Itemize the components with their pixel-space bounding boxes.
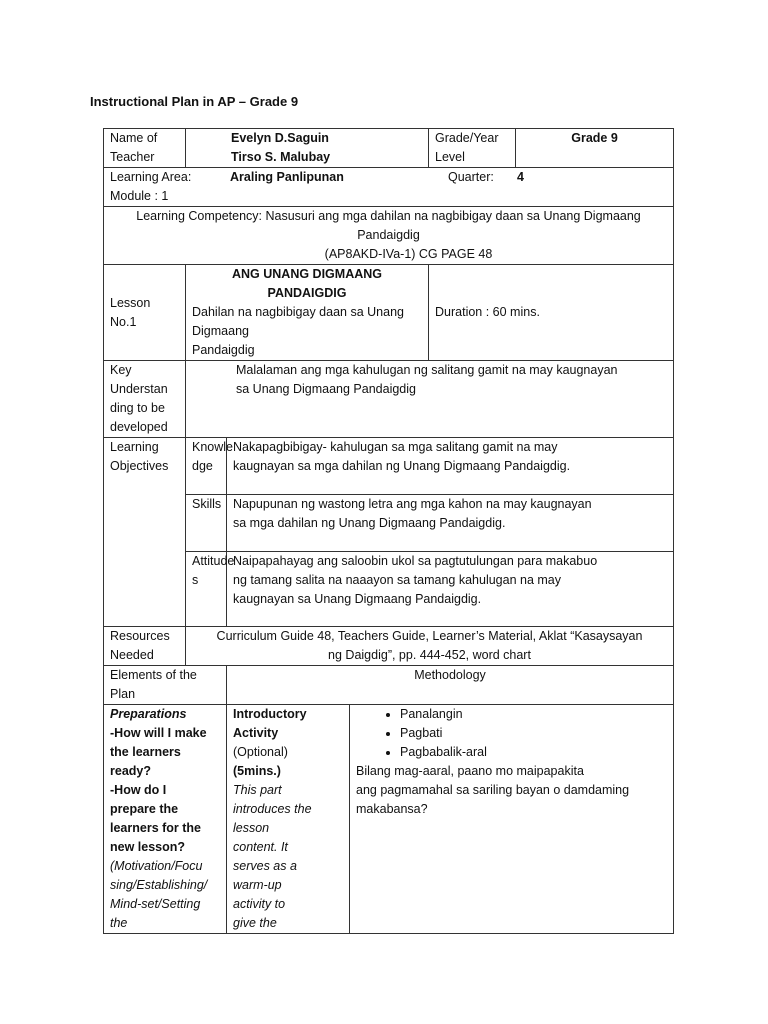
learning-objectives-label: Learning Objectives bbox=[104, 438, 186, 627]
learning-competency bbox=[104, 207, 674, 265]
elements-of-plan-label: Elements of the Plan bbox=[104, 666, 227, 705]
intro-activity-optional: (Optional) bbox=[233, 745, 288, 759]
lesson-label: Lesson No.1 bbox=[104, 265, 186, 361]
preparations-note: (Motivation/Focu sing/Establishing/ Mind-set/Setting the bbox=[110, 859, 208, 930]
teacher-names: Evelyn D.Saguin Tirso S. Malubay bbox=[186, 129, 429, 168]
competency-code: (AP8AKD-IVa-1) CG PAGE 48 bbox=[324, 247, 493, 261]
resources-label: Resources Needed bbox=[104, 627, 186, 666]
quarter-label: Quarter: bbox=[448, 170, 494, 184]
introductory-activity-cell bbox=[227, 705, 350, 934]
methodology-label: Methodology bbox=[227, 666, 674, 705]
lesson-title-cell bbox=[186, 265, 429, 361]
preparations-cell bbox=[104, 705, 227, 934]
preparations-questions: -How will I make the learners ready? -How do I prepare the learners for the new lesson? bbox=[110, 726, 207, 854]
quarter-value: 4 bbox=[517, 170, 524, 184]
teacher-name-label: Name of Teacher bbox=[104, 129, 186, 168]
objective-text: Naipapahayag ang saloobin ukol sa pagtutulungan para makabuo ng tamang salita na naaayon sa tamang kahulugan na may kaugnayan sa Unang Digmaang Pandaigdig. bbox=[227, 552, 674, 627]
instructional-plan-table bbox=[103, 128, 674, 934]
learning-area-value: Araling Panlipunan bbox=[230, 170, 344, 184]
list-item: • Pagbabalik-aral bbox=[400, 743, 667, 762]
competency-text: Learning Competency: Nasusuri ang mga dahilan na nagbibigay daan sa Unang Digmaang Pandaigdig bbox=[136, 209, 641, 242]
preparations-title: Preparations bbox=[110, 707, 187, 721]
objective-domain: Attitude s bbox=[186, 552, 227, 627]
learning-area-row bbox=[104, 168, 674, 207]
grade-level-label: Grade/Year Level bbox=[429, 129, 516, 168]
lesson-title: Dahilan na nagbibigay daan sa Unang Digmaang Pandaigdig bbox=[192, 305, 404, 357]
list-item: • Pagbati bbox=[400, 724, 667, 743]
grade-level-value: Grade 9 bbox=[516, 129, 674, 168]
page-title: Instructional Plan in AP – Grade 9 bbox=[90, 94, 299, 109]
lesson-duration: Duration : 60 mins. bbox=[429, 265, 674, 361]
key-understanding-text: Malalaman ang mga kahulugan ng salitang gamit na may kaugnayan sa Unang Digmaang Pandaigdig bbox=[186, 361, 674, 438]
key-understanding-label: Key Understan ding to be developed bbox=[104, 361, 186, 438]
intro-activity-title: Introductory Activity bbox=[233, 707, 307, 740]
objective-text: Nakapagbibigay- kahulugan sa mga salitang gamit na may kaugnayan sa mga dahilan ng Unang Digmaang Pandaigdig. bbox=[227, 438, 674, 495]
activity-content-cell bbox=[350, 705, 674, 934]
objective-domain: Skills bbox=[186, 495, 227, 552]
activity-question: Bilang mag-aaral, paano mo maipapakita ang pagmamahal sa sariling bayan o damdaming makabansa? bbox=[356, 764, 630, 816]
list-item: • Panalangin bbox=[400, 705, 667, 724]
objective-domain: Knowle dge bbox=[186, 438, 227, 495]
learning-area-label: Learning Area: bbox=[110, 170, 192, 184]
activity-list bbox=[356, 705, 667, 762]
objective-text: Napupunan ng wastong letra ang mga kahon na may kaugnayan sa mga dahilan ng Unang Digmaang Pandaigdig. bbox=[227, 495, 674, 552]
intro-activity-time: (5mins.) bbox=[233, 764, 281, 778]
intro-activity-description: This part introduces the lesson content. It serves as a warm-up activity to give the bbox=[233, 783, 312, 930]
resources-text: Curriculum Guide 48, Teachers Guide, Learner’s Material, Aklat “Kasaysayan ng Daigdig”, pp. 444-452, word chart bbox=[186, 627, 674, 666]
lesson-heading: ANG UNANG DIGMAANG PANDAIGDIG bbox=[232, 267, 382, 300]
module-label: Module : 1 bbox=[110, 189, 169, 203]
